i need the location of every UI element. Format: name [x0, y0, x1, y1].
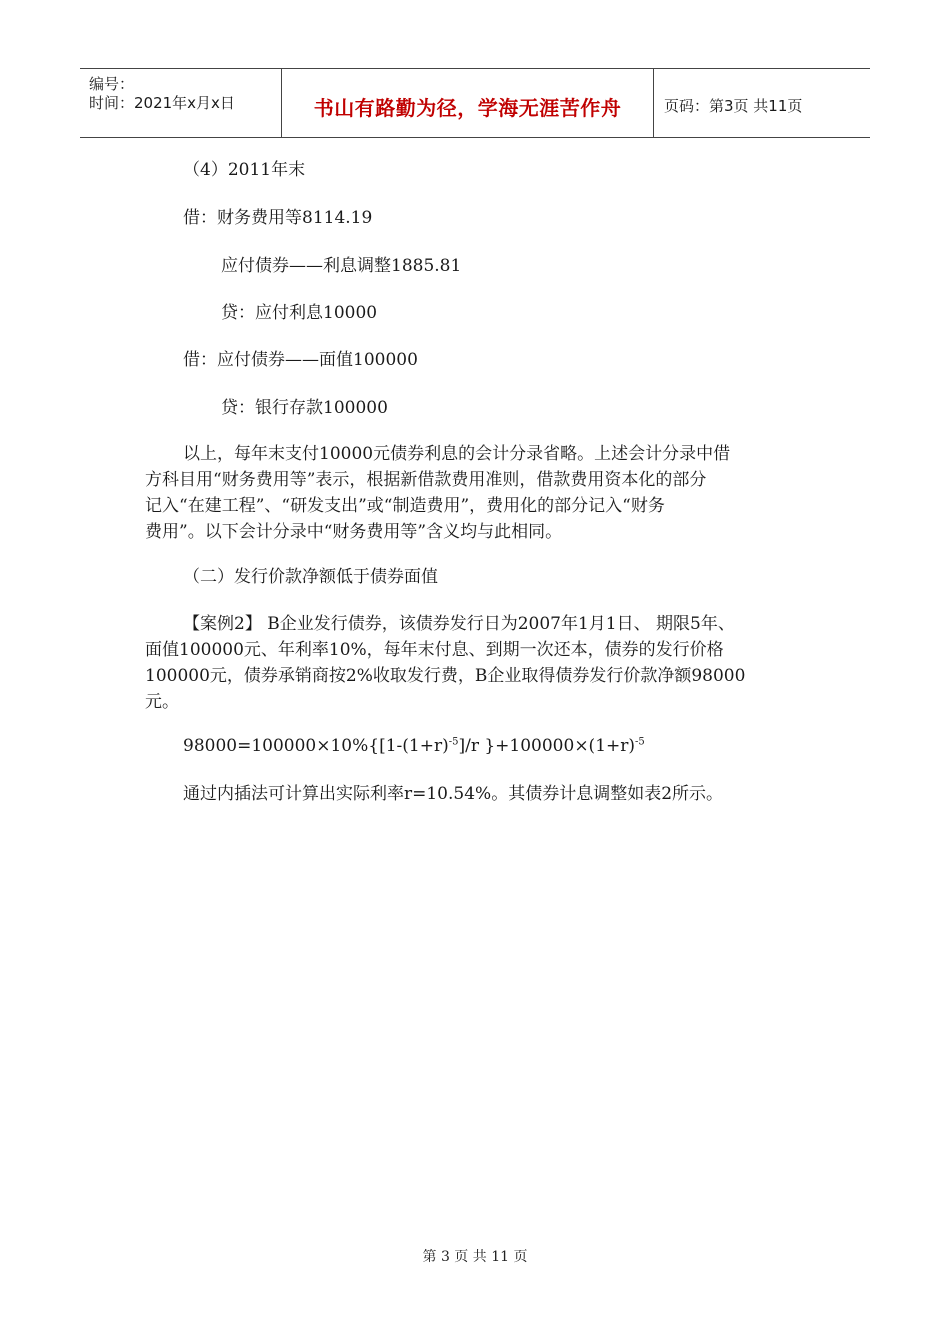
page-footer: 第 3 页 共 11 页 — [422, 1249, 528, 1265]
journal-entry-debit-bond-adjust: 应付债券——利息调整1885.81 — [221, 256, 462, 276]
paragraph-line: 面值100000元、年利率10%，每年末付息、到期一次还本，债券的发行价格 — [145, 640, 724, 660]
header-time-label: 时间：2021年x月x日 — [89, 94, 235, 112]
journal-entry-credit-bank: 贷：银行存款100000 — [221, 398, 388, 418]
formula-exponent: -5 — [448, 736, 459, 748]
formula-part: ]/r }+100000×(1+r) — [458, 736, 636, 756]
paragraph-line: 100000元，债券承销商按2%收取发行费，B企业取得债券发行价款净额98000 — [145, 666, 746, 686]
header-page-info: 页码：第3页 共11页 — [664, 97, 803, 115]
paragraph-line: 元。 — [145, 692, 179, 712]
formula — [183, 734, 645, 758]
journal-entry-credit-interest: 贷：应付利息10000 — [221, 303, 378, 323]
section-heading-2011: （4）2011年末 — [183, 160, 306, 180]
explanatory-paragraph — [145, 441, 835, 545]
formula-exponent: -5 — [635, 736, 645, 748]
header-meta-cell — [80, 69, 282, 137]
header-page-cell — [654, 69, 870, 137]
case-paragraph — [145, 611, 835, 715]
formula-part: 98000=100000×10%{[1-(1+r) — [183, 736, 449, 756]
page-header — [80, 68, 870, 138]
conclusion-text: 通过内插法可计算出实际利率r=10.54%。其债券计息调整如表2所示。 — [183, 784, 724, 804]
journal-entry-debit-finance: 借：财务费用等8114.19 — [183, 208, 373, 228]
paragraph-line: 方科目用“财务费用等”表示，根据新借款费用准则，借款费用资本化的部分 — [145, 470, 707, 490]
paragraph-line: 费用”。以下会计分录中“财务费用等”含义均与此相同。 — [145, 522, 563, 542]
header-motto: 书山有路勤为径，学海无涯苦作舟 — [313, 96, 622, 120]
paragraph-line: 【案例2】 B企业发行债券，该债券发行日为2007年1月1日、 期限5年、 — [183, 614, 735, 634]
header-number-label: 编号： — [89, 75, 135, 93]
journal-entry-debit-bond-face: 借：应付债券——面值100000 — [183, 350, 418, 370]
section-heading-discount: （二）发行价款净额低于债券面值 — [183, 567, 438, 587]
header-motto-cell — [282, 69, 654, 137]
paragraph-line: 记入“在建工程”、“研发支出”或“制造费用”，费用化的部分记入“财务 — [145, 496, 665, 516]
paragraph-line: 以上，每年末支付10000元债券利息的会计分录省略。上述会计分录中借 — [183, 444, 731, 464]
